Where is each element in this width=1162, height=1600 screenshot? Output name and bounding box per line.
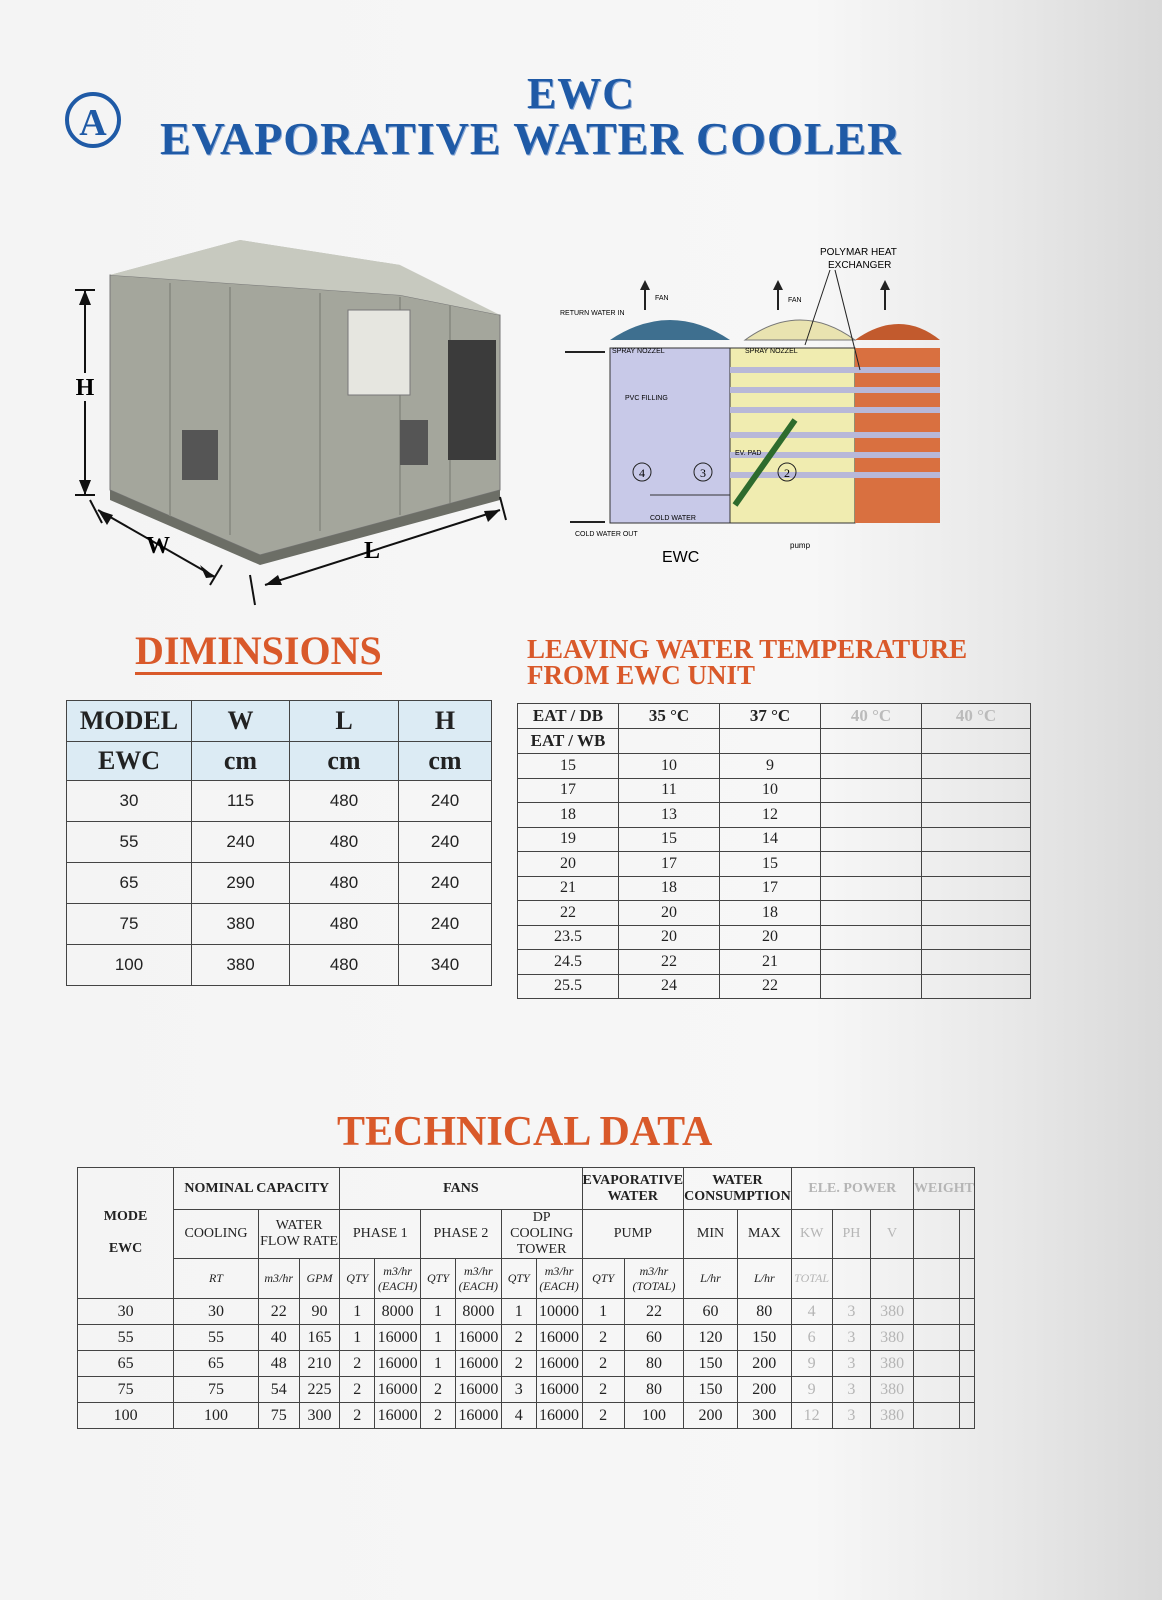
tech-h-min: MIN bbox=[684, 1210, 738, 1259]
cell: 80 bbox=[624, 1377, 683, 1403]
lwt-h-40b: 40 °C bbox=[922, 704, 1031, 729]
cell: 18 bbox=[619, 876, 720, 901]
cell: 20 bbox=[619, 901, 720, 926]
cell: 21 bbox=[720, 950, 821, 975]
tech-h-gpm: GPM bbox=[299, 1259, 340, 1299]
table-row bbox=[518, 925, 1031, 950]
cell: 300 bbox=[299, 1403, 340, 1429]
cell: 200 bbox=[684, 1403, 738, 1429]
cell: 100 bbox=[78, 1403, 174, 1429]
table-row bbox=[78, 1325, 975, 1351]
cell: 17 bbox=[619, 852, 720, 877]
lwt-h-35: 35 °C bbox=[619, 704, 720, 729]
diagram-pump: pump bbox=[790, 541, 811, 550]
diagram-return-water: RETURN WATER IN bbox=[560, 310, 625, 317]
tech-h-v: V bbox=[871, 1210, 914, 1259]
cell: 16000 bbox=[536, 1377, 582, 1403]
cell: 16000 bbox=[375, 1403, 421, 1429]
cell: 240 bbox=[399, 781, 492, 822]
cell: 16000 bbox=[375, 1351, 421, 1377]
cell: 16000 bbox=[375, 1377, 421, 1403]
table-row bbox=[67, 822, 492, 863]
tech-h-cooling: COOLING bbox=[174, 1210, 259, 1259]
cell: 240 bbox=[399, 904, 492, 945]
diagram-fan1: FAN bbox=[655, 295, 669, 302]
cell: 8000 bbox=[455, 1299, 501, 1325]
cell: 2 bbox=[340, 1351, 375, 1377]
cell: 22 bbox=[258, 1299, 299, 1325]
label-w: W bbox=[146, 533, 170, 559]
tech-h-each1: m3/hr (EACH) bbox=[375, 1259, 421, 1299]
cell: 380 bbox=[871, 1377, 914, 1403]
table-row bbox=[518, 901, 1031, 926]
cell: 22 bbox=[619, 950, 720, 975]
cell: 65 bbox=[174, 1351, 259, 1377]
tech-h-qty2: QTY bbox=[421, 1259, 456, 1299]
cell: 30 bbox=[174, 1299, 259, 1325]
dimensions-title: DIMINSIONS bbox=[135, 628, 382, 673]
diagram-ewc: EWC bbox=[662, 549, 700, 566]
cell: 90 bbox=[299, 1299, 340, 1325]
cell: 21 bbox=[518, 876, 619, 901]
tech-h-phase1: PHASE 1 bbox=[340, 1210, 421, 1259]
cell: 18 bbox=[720, 901, 821, 926]
tech-h-each3: m3/hr (EACH) bbox=[536, 1259, 582, 1299]
tech-h-qty3: QTY bbox=[501, 1259, 536, 1299]
label-l: L bbox=[363, 538, 381, 564]
table-row bbox=[78, 1403, 975, 1429]
cell: 120 bbox=[684, 1325, 738, 1351]
cell: 16000 bbox=[455, 1377, 501, 1403]
cell: 1 bbox=[340, 1325, 375, 1351]
page-title-short: EWC bbox=[526, 69, 636, 118]
cell: 100 bbox=[624, 1403, 683, 1429]
cell: 150 bbox=[684, 1377, 738, 1403]
table-row bbox=[518, 876, 1031, 901]
table-row bbox=[67, 781, 492, 822]
cell: 2 bbox=[421, 1403, 456, 1429]
table-row bbox=[518, 803, 1031, 828]
cell: 4 bbox=[791, 1299, 832, 1325]
cell: 20 bbox=[720, 925, 821, 950]
table-row bbox=[518, 852, 1031, 877]
table-row bbox=[78, 1351, 975, 1377]
table-row bbox=[78, 1377, 975, 1403]
cell: 2 bbox=[582, 1351, 624, 1377]
tech-h-qty1: QTY bbox=[340, 1259, 375, 1299]
lwt-h-37: 37 °C bbox=[720, 704, 821, 729]
cell: 3 bbox=[832, 1299, 871, 1325]
cell: 16000 bbox=[375, 1325, 421, 1351]
table-row bbox=[518, 827, 1031, 852]
cell: 1 bbox=[582, 1299, 624, 1325]
cell: 55 bbox=[67, 822, 192, 863]
leaving-title-line2: FROM EWC UNIT bbox=[527, 660, 755, 690]
cell: 24 bbox=[619, 974, 720, 999]
cell: 480 bbox=[290, 822, 399, 863]
diagram-fan2: FAN bbox=[788, 297, 802, 304]
label-h: H bbox=[75, 375, 95, 401]
dim-h-h: H bbox=[399, 701, 492, 742]
cooler-diagram bbox=[560, 240, 1030, 585]
cell: 240 bbox=[192, 822, 290, 863]
cell: 1 bbox=[421, 1325, 456, 1351]
tech-h-nominal: NOMINAL CAPACITY bbox=[174, 1168, 340, 1210]
leaving-title-line1: LEAVING WATER TEMPERATURE bbox=[527, 634, 968, 664]
cell: 2 bbox=[582, 1403, 624, 1429]
cell: 240 bbox=[399, 863, 492, 904]
tech-h-mode-label: MODE bbox=[103, 1209, 148, 1224]
leaving-title bbox=[527, 636, 967, 688]
lwt-h-40a: 40 °C bbox=[821, 704, 922, 729]
tech-h-kw: KW bbox=[791, 1210, 832, 1259]
cell: 9 bbox=[720, 754, 821, 779]
diagram-spray1: SPRAY NOZZEL bbox=[612, 348, 665, 355]
tech-h-total: m3/hr (TOTAL) bbox=[624, 1259, 683, 1299]
dimensions-table bbox=[66, 700, 492, 986]
tech-h-ewc-label: EWC bbox=[108, 1241, 143, 1256]
cell: 55 bbox=[78, 1325, 174, 1351]
cell: 17 bbox=[720, 876, 821, 901]
cell: 20 bbox=[518, 852, 619, 877]
cell: 240 bbox=[399, 822, 492, 863]
cell: 30 bbox=[67, 781, 192, 822]
cell: 16000 bbox=[536, 1403, 582, 1429]
diagram-exchanger: EXCHANGER bbox=[828, 260, 892, 271]
cell: 48 bbox=[258, 1351, 299, 1377]
tech-h-m3hr: m3/hr bbox=[258, 1259, 299, 1299]
cell: 17 bbox=[518, 778, 619, 803]
cell: 65 bbox=[67, 863, 192, 904]
tech-h-water-cons: WATER CONSUMPTION bbox=[684, 1168, 792, 1210]
cell: 4 bbox=[501, 1403, 536, 1429]
cell: 22 bbox=[518, 901, 619, 926]
tech-h-flow: WATER FLOW RATE bbox=[258, 1210, 340, 1259]
tech-h-phase2: PHASE 2 bbox=[421, 1210, 502, 1259]
cell: 6 bbox=[791, 1325, 832, 1351]
table-row bbox=[67, 863, 492, 904]
cell: 24.5 bbox=[518, 950, 619, 975]
table-row bbox=[518, 754, 1031, 779]
cell: 2 bbox=[582, 1377, 624, 1403]
diagram-polymar: POLYMAR HEAT bbox=[820, 247, 897, 258]
tech-h-ele: ELE. POWER bbox=[791, 1168, 913, 1210]
cell: 11 bbox=[619, 778, 720, 803]
cell: 9 bbox=[791, 1351, 832, 1377]
table-row bbox=[518, 778, 1031, 803]
dim-h-model: MODEL bbox=[67, 701, 192, 742]
cell: 10 bbox=[619, 754, 720, 779]
cell: 100 bbox=[174, 1403, 259, 1429]
cell: 55 bbox=[174, 1325, 259, 1351]
diagram-n3: 3 bbox=[700, 466, 706, 480]
tech-h-lhr-max: L/hr bbox=[737, 1259, 791, 1299]
cell: 380 bbox=[871, 1299, 914, 1325]
cell: 16000 bbox=[536, 1351, 582, 1377]
cell: 380 bbox=[871, 1403, 914, 1429]
tech-h-each2: m3/hr (EACH) bbox=[455, 1259, 501, 1299]
cell: 380 bbox=[871, 1351, 914, 1377]
cell: 340 bbox=[399, 945, 492, 986]
cell: 75 bbox=[258, 1403, 299, 1429]
cell: 54 bbox=[258, 1377, 299, 1403]
cell: 16000 bbox=[536, 1325, 582, 1351]
cell: 20 bbox=[619, 925, 720, 950]
leaving-table bbox=[517, 703, 1031, 999]
cell: 10000 bbox=[536, 1299, 582, 1325]
cell: 480 bbox=[290, 904, 399, 945]
dim-h-unit: cm bbox=[192, 742, 290, 781]
table-row bbox=[78, 1299, 975, 1325]
technical-title: TECHNICAL DATA bbox=[337, 1109, 713, 1155]
cell: 25.5 bbox=[518, 974, 619, 999]
cell: 9 bbox=[791, 1377, 832, 1403]
lwt-h-db: EAT / DB bbox=[518, 704, 619, 729]
diagram-n2: 2 bbox=[784, 466, 790, 480]
cell: 2 bbox=[340, 1403, 375, 1429]
cell: 75 bbox=[174, 1377, 259, 1403]
tech-h-qty4: QTY bbox=[582, 1259, 624, 1299]
cell: 480 bbox=[290, 781, 399, 822]
cell: 3 bbox=[832, 1377, 871, 1403]
cell: 80 bbox=[624, 1351, 683, 1377]
dim-h-ewc: EWC bbox=[67, 742, 192, 781]
cell: 10 bbox=[720, 778, 821, 803]
cell: 2 bbox=[340, 1377, 375, 1403]
cell: 1 bbox=[421, 1299, 456, 1325]
cell: 18 bbox=[518, 803, 619, 828]
tech-h-lhr-min: L/hr bbox=[684, 1259, 738, 1299]
cell: 40 bbox=[258, 1325, 299, 1351]
cell: 12 bbox=[791, 1403, 832, 1429]
diagram-cold-water: COLD WATER bbox=[650, 515, 696, 522]
cell: 2 bbox=[582, 1325, 624, 1351]
cell: 300 bbox=[737, 1403, 791, 1429]
diagram-pvc: PVC FILLING bbox=[625, 395, 668, 402]
dim-h-unit: cm bbox=[290, 742, 399, 781]
cell: 380 bbox=[871, 1325, 914, 1351]
tech-h-kw-total: TOTAL bbox=[791, 1259, 832, 1299]
diagram-evpad: EV. PAD bbox=[735, 450, 762, 457]
product-image bbox=[70, 235, 520, 615]
cell: 2 bbox=[501, 1325, 536, 1351]
cell: 115 bbox=[192, 781, 290, 822]
dim-h-w: W bbox=[192, 701, 290, 742]
cell: 23.5 bbox=[518, 925, 619, 950]
cell: 2 bbox=[421, 1377, 456, 1403]
tech-h-dp: DP COOLING TOWER bbox=[501, 1210, 582, 1259]
cell: 19 bbox=[518, 827, 619, 852]
table-row bbox=[518, 950, 1031, 975]
cell: 100 bbox=[67, 945, 192, 986]
cell: 290 bbox=[192, 863, 290, 904]
cell: 480 bbox=[290, 863, 399, 904]
cell: 60 bbox=[684, 1299, 738, 1325]
table-row bbox=[518, 974, 1031, 999]
table-row bbox=[67, 904, 492, 945]
cell: 1 bbox=[340, 1299, 375, 1325]
page-title: EVAPORATIVE WATER COOLER bbox=[160, 113, 902, 164]
section-badge: A bbox=[65, 92, 121, 148]
cell: 200 bbox=[737, 1351, 791, 1377]
cell: 225 bbox=[299, 1377, 340, 1403]
cell: 80 bbox=[737, 1299, 791, 1325]
cell: 1 bbox=[501, 1299, 536, 1325]
cell: 75 bbox=[67, 904, 192, 945]
tech-h-max: MAX bbox=[737, 1210, 791, 1259]
tech-h-weight: WEIGHT bbox=[913, 1168, 974, 1210]
cell: 2 bbox=[501, 1351, 536, 1377]
dim-h-l: L bbox=[290, 701, 399, 742]
cell: 15 bbox=[518, 754, 619, 779]
cell: 3 bbox=[832, 1403, 871, 1429]
cell: 16000 bbox=[455, 1351, 501, 1377]
dim-h-unit: cm bbox=[399, 742, 492, 781]
tech-h-fans: FANS bbox=[340, 1168, 582, 1210]
tech-h-rt: RT bbox=[174, 1259, 259, 1299]
tech-h-evap: EVAPORATIVE WATER bbox=[582, 1168, 684, 1210]
cell: 1 bbox=[421, 1351, 456, 1377]
diagram-cold-water-out: COLD WATER OUT bbox=[575, 531, 638, 538]
cell: 15 bbox=[619, 827, 720, 852]
cell: 14 bbox=[720, 827, 821, 852]
cell: 60 bbox=[624, 1325, 683, 1351]
cell: 22 bbox=[624, 1299, 683, 1325]
cell: 210 bbox=[299, 1351, 340, 1377]
cell: 13 bbox=[619, 803, 720, 828]
cell: 380 bbox=[192, 904, 290, 945]
cell: 16000 bbox=[455, 1325, 501, 1351]
cell: 30 bbox=[78, 1299, 174, 1325]
cell: 165 bbox=[299, 1325, 340, 1351]
cell: 480 bbox=[290, 945, 399, 986]
cell: 380 bbox=[192, 945, 290, 986]
cell: 16000 bbox=[455, 1403, 501, 1429]
cell: 22 bbox=[720, 974, 821, 999]
cell: 12 bbox=[720, 803, 821, 828]
cell: 3 bbox=[832, 1351, 871, 1377]
diagram-n4: 4 bbox=[639, 466, 645, 480]
table-row bbox=[67, 945, 492, 986]
technical-table bbox=[77, 1167, 975, 1429]
cell: 3 bbox=[832, 1325, 871, 1351]
cell: 8000 bbox=[375, 1299, 421, 1325]
cell: 65 bbox=[78, 1351, 174, 1377]
tech-h-ph: PH bbox=[832, 1210, 871, 1259]
cell: 150 bbox=[737, 1325, 791, 1351]
tech-h-mode bbox=[78, 1168, 174, 1299]
cell: 150 bbox=[684, 1351, 738, 1377]
tech-h-pump: PUMP bbox=[582, 1210, 684, 1259]
cell: 75 bbox=[78, 1377, 174, 1403]
cell: 3 bbox=[501, 1377, 536, 1403]
lwt-h-wb: EAT / WB bbox=[518, 729, 619, 754]
cell: 200 bbox=[737, 1377, 791, 1403]
diagram-spray2: SPRAY NOZZEL bbox=[745, 348, 798, 355]
cell: 15 bbox=[720, 852, 821, 877]
